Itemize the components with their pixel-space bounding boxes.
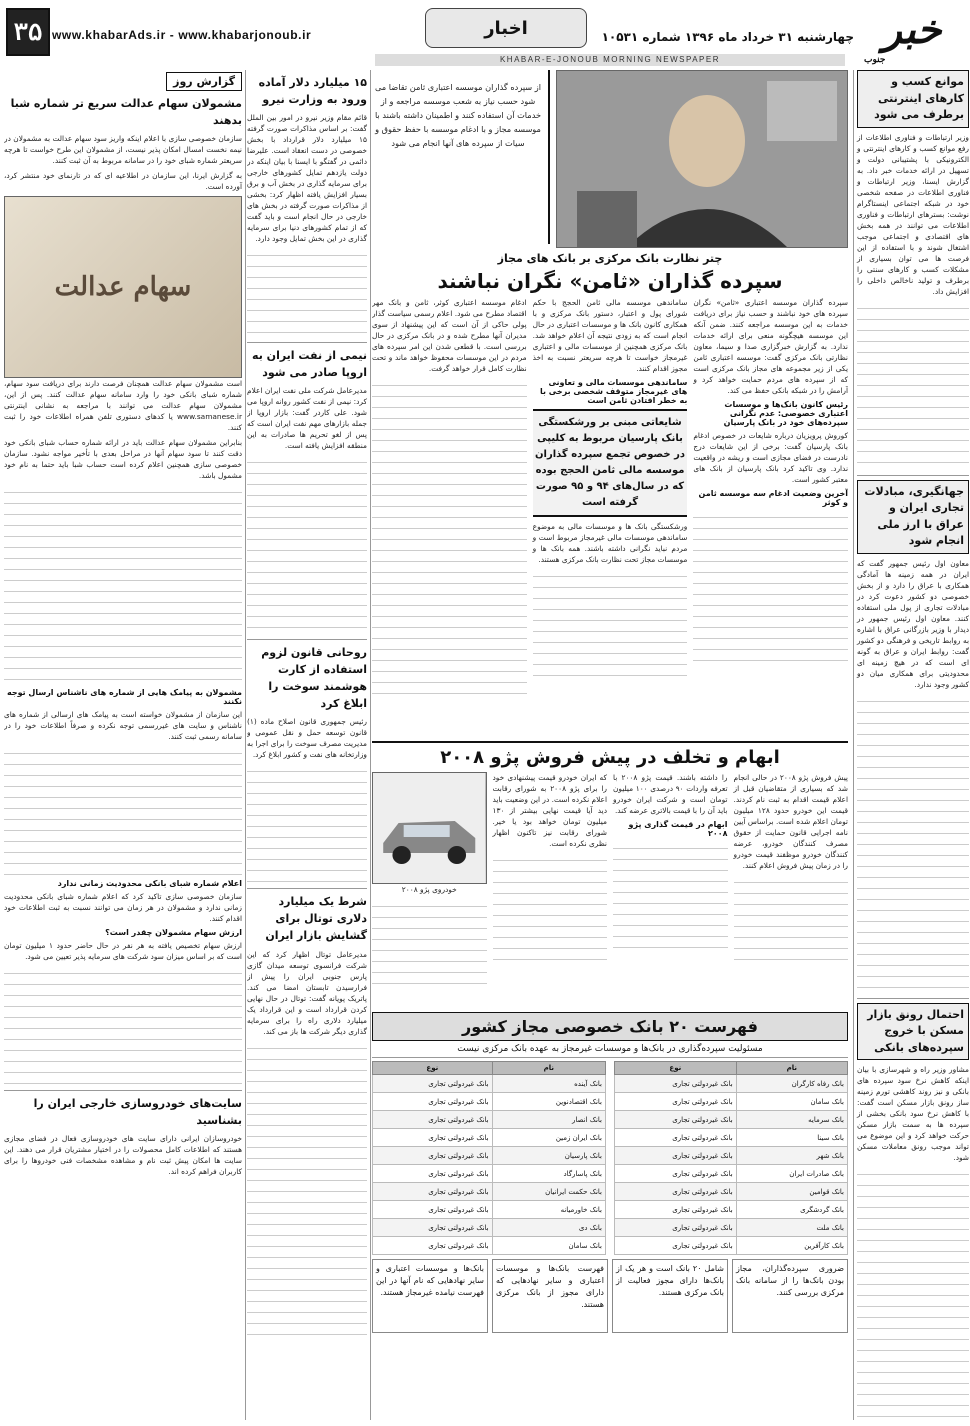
table-row <box>373 1201 606 1219</box>
car-photo <box>372 772 487 884</box>
page-number: ۳۵ <box>6 8 50 56</box>
shares-card-photo <box>4 196 242 378</box>
peugeot-col-1 <box>734 772 849 1012</box>
lead-col1b-text: کوروش پرویزیان درباره شایعات در خصوص ادغام بانک پارسیان گفت: برخی از این شایعات درج نادرست در فضای مجازی است و ریشه در واقعیت ندارد. وی تاکید کرد بانک پارسیان از بانک های معتبر کشور است. <box>693 431 848 484</box>
right-column <box>853 70 969 1420</box>
text-filler <box>613 841 728 951</box>
text-filler <box>4 966 242 1086</box>
table-row <box>373 1075 606 1093</box>
text-filler <box>533 569 688 679</box>
newspaper-logo <box>862 4 962 65</box>
bank-name-cell: بانک سرمایه <box>736 1111 847 1129</box>
logo-small: جنوب <box>864 55 886 65</box>
table-row <box>615 1219 848 1237</box>
bank-type-cell: بانک غیردولتی تجاری <box>373 1093 493 1111</box>
table-row <box>615 1237 848 1255</box>
bank-type-cell: بانک غیردولتی تجاری <box>615 1111 737 1129</box>
lead-caption: از سپرده گذاران موسسه اعتباری ثامن تقاضا می شود حسب نیاز به شعب موسسه مراجعه و از خدمات آن استفاده کنند و اطمینان داشته باشند با موسسه مجاز و با ادغام موسسه با حفظ حقوق و سیات از سپرده های آنها انجام می شود <box>372 70 550 244</box>
left-text-2: است مشمولان سهام عدالت همچنان فرصت دارند برای دریافت سود سهام، شماره شبای بانکی خود را وارد سامانه سهام عدالت کنند. پس از این، مشمولان سهام عدالت می توانند با مراجعه به نشانی اینترنتی www.samanese.ir یا کدهای دستوری تلفن همراه اطلاعات خود را ثبت کنند. <box>4 379 242 433</box>
bank-type-cell: بانک غیردولتی تجاری <box>615 1237 737 1255</box>
bank-name-cell: بانک آینده <box>492 1075 605 1093</box>
bank-name-cell: بانک قوامین <box>736 1183 847 1201</box>
bank-list-title: فهرست ۲۰ بانک خصوصی مجاز کشور <box>372 1012 848 1041</box>
text-filler <box>693 510 848 670</box>
bank-name-cell: بانک انصار <box>492 1111 605 1129</box>
table-row <box>615 1075 848 1093</box>
second-column <box>247 70 371 1420</box>
bank-type-cell: بانک غیردولتی تجاری <box>373 1111 493 1129</box>
c2-head-4: شرط یک میلیارد دلاری توتال برای گشایش بازار ایران <box>265 895 367 943</box>
bank-name-cell: بانک صادرات ایران <box>736 1165 847 1183</box>
peugeot-col-2 <box>613 772 728 1012</box>
peugeot-col-3 <box>493 772 608 1012</box>
table-row <box>373 1093 606 1111</box>
bank-name-cell: بانک گردشگری <box>736 1201 847 1219</box>
peugeot-col2-sub: ابهام در قیمت گذاری پژو ۲۰۰۸ <box>628 820 728 838</box>
divider <box>247 888 367 889</box>
table-row <box>615 1165 848 1183</box>
text-filler <box>372 378 527 698</box>
left-sub-2: اعلام شماره شبای بانکی محدودیت زمانی ندارد <box>57 879 242 889</box>
main-column <box>372 70 848 1420</box>
peugeot-col1-text: پیش فروش پژو ۲۰۰۸ در حالی انجام شد که بسیاری از متقاضیان قبل از اعلام قیمت اقدام به ثبت نام کردند. قیمت این خودرو حدود ۱۲۸ میلیون تومان اعلام شده است. براساس آیین نامه اجرایی قانون حمایت از حقوق مصرف کنندگان خودرو، عرضه کنندگان خودرو موظفند قیمت خودرو را در زمان پیش فروش اعلام کنند. <box>733 773 848 870</box>
bank-type-cell: بانک غیردولتی تجاری <box>615 1165 737 1183</box>
bank-type-cell: بانک غیردولتی تجاری <box>615 1093 737 1111</box>
divider <box>857 998 969 999</box>
bank-footnotes <box>372 1259 848 1333</box>
lead-photo <box>556 70 848 248</box>
table-row <box>373 1165 606 1183</box>
bank-name-cell: بانک ملت <box>736 1219 847 1237</box>
right-text-1-filler <box>857 301 969 471</box>
lead-col-1 <box>693 297 848 737</box>
lead-col1-text: سپرده گذاران موسسه اعتباری «ثامن» نگران سپرده های خود نباشند و حسب نیاز برای دریافت خدمات به این موسسه مراجعه کنند. ضمن آنکه این موسسه هیچگونه منعی برای ارائه خدمات ندارد. به گزارش خبرگزاری صدا و سیما، معاون نظارتی بانک مرکزی گفت: موسسه اعتباری ثامن یکی از زیر مجموعه های مجاز بانک مرکزی است که از سپرده های مردم حمایت خواهد کرد و آرامش را در شبکه بانکی حفظ می کند. <box>693 298 848 395</box>
bank-foot-2: شامل ۲۰ بانک است و هر یک از بانک‌ها دارای مجوز فعالیت از بانک مرکزی هستند. <box>612 1259 728 1333</box>
lead-col2-text: ساماندهی موسسه مالی ثامن الحجج با حکم شورای پول و اعتبار، دستور بانک مرکزی و با همکاری کانون بانک ها و موسسات اعتباری در حال انجام است که به زودی نتیجه آن اعلام خواهد شد. بانک مرکزی همچنین از موسسات مالی و اعتباری غیرمجاز خواست تا هرچه سریعتر نسبت به اخذ مجوز اقدام کنند. <box>532 298 688 373</box>
lead-col2b-text: ورشکستگی بانک ها و موسسات مالی به موضوع ساماندهی موسسات مالی غیرمجاز مربوط است و مردم نباید نگرانی داشته باشند. همه بانک ها و موسسات مجاز تحت نظارت بانک مرکزی هستند. <box>532 522 688 564</box>
table-row <box>615 1201 848 1219</box>
bank-type-cell: بانک غیردولتی تجاری <box>615 1147 737 1165</box>
right-text-3: مشاور وزیر راه و شهرسازی با بیان اینکه کاهش نرخ سود سپرده های بانکی و نیز روند کاهشی تورم زمینه ساز رونق بازار مسکن است گفت: با کاهش نرخ سود بانکی بخشی از سپرده ها به سمت بازار مسکن حرکت خواهد کرد و این موضوع می تواند موجب رونق معاملات مسکن شود. <box>857 1065 969 1162</box>
table-row <box>373 1237 606 1255</box>
bank-type-cell: بانک غیردولتی تجاری <box>373 1129 493 1147</box>
lead-col2-sub: ساماندهی موسسات مالی و تعاونی های غیرمجاز متوقف شخصی برخی با به خطر افتادن ثامن است <box>540 378 688 405</box>
c2-head-1: ۱۵ میلیارد دلار آماده ورود به وزارت نیرو <box>258 76 367 107</box>
car-caption: خودروی پژو ۲۰۰۸ <box>401 885 457 894</box>
left-column <box>4 70 246 1420</box>
left-head-2: سایت‌های خودروسازی خارجی ایران را بشناسید <box>33 1097 242 1128</box>
left-sub-1: مشمولان به پیامک هایی از شماره های ناشناس ارسال توجه نکنند <box>6 688 242 707</box>
bank-type-cell: بانک غیردولتی تجاری <box>615 1183 737 1201</box>
section-title: اخبار <box>425 8 587 48</box>
col-header-type: نوع <box>615 1062 737 1075</box>
website-urls[interactable]: www.khabarAds.ir - www.khabarjonoub.ir <box>52 28 312 42</box>
dateline: چهارشنبه ۳۱ خرداد ماه ۱۳۹۶ شماره ۱۰۵۳۱ <box>601 30 854 44</box>
bank-list-subtitle: مسئولیت سپرده‌گذاری در بانک‌ها و موسسات غیرمجاز به عهده بانک مرکزی نیست <box>372 1041 848 1058</box>
divider <box>372 741 848 743</box>
lead-col3-text: ادغام موسسه اعتباری کوثر، ثامن و بانک مهر اقتصاد مطرح می شود. اعلام رسمی سیاست گذار پولی حاکی از آن است که این پیشنهاد از سوی مدیران آنها مطرح شده و در بانک مرکزی در حال بررسی است. با قطعی شدن این امر سپرده های مردم در این موسسات محفوظ خواهد ماند و تحت نظارت کامل قرار خواهد گرفت. <box>372 298 527 373</box>
car-icon <box>373 773 486 883</box>
c2-text-4: مدیرعامل توتال اظهار کرد که این شرکت فرانسوی توسعه میدان گازی پارس جنوبی ایران را پیش از فرارسیدن تابستان امضا می کند. پاتریک پویانه گفت: توتال در حال نهایی کردن قرارداد است و این قرارداد یک میلیارد دلاری راه را برای سرمایه گذاری دیگر شرکت ها باز می کند. <box>247 949 367 1036</box>
bank-foot-4: بانک‌ها و موسسات اعتباری و سایر نهادهایی که نام آنها در این فهرست نیامده غیرمجاز هستند. <box>372 1259 488 1333</box>
peugeot-headline: ابهام و تخلف در پیش فروش پژو ۲۰۰۸ <box>440 747 780 768</box>
table-row <box>615 1111 848 1129</box>
table-row <box>615 1183 848 1201</box>
lead-col1-sub2: آخرین وضعیت ادغام سه موسسه ثامن و کوثر <box>698 489 848 507</box>
text-filler <box>247 455 367 635</box>
left-text-1: سازمان خصوصی سازی با اعلام اینکه واریز سود سهام عدالت به مشمولان در نیمه نخست امسال امکان پذیر نیست، از مشمولان این طرح خواست تا هرچه سریعتر شماره شبای خود را در سامانه مربوط به آن ثبت کنند. <box>4 134 242 166</box>
bank-type-cell: بانک غیردولتی تجاری <box>615 1075 737 1093</box>
left-text-1b: به گزارش ایرنا، این سازمان در اطلاعیه ای که در تارنمای خود منتشر کرد، آورده است. <box>4 171 242 192</box>
divider <box>4 1090 242 1091</box>
shares-card-text: سهام عدالت <box>54 272 192 303</box>
table-row <box>615 1147 848 1165</box>
table-row <box>615 1093 848 1111</box>
bank-name-cell: بانک پاسارگاد <box>492 1165 605 1183</box>
divider <box>857 475 969 476</box>
peugeot-col2-text: را داشته باشند. قیمت پژو ۲۰۰۸ با تعرفه واردات ۹۰ درصدی ۱۰۰ میلیون تومان است و شرکت ایران خودرو باید آن را با قیمت بالاتری عرضه کند. <box>613 773 728 815</box>
col-header-name: نام <box>492 1062 605 1075</box>
bank-type-cell: بانک غیردولتی تجاری <box>615 1129 737 1147</box>
table-row <box>373 1219 606 1237</box>
c2-text-1: قائم مقام وزیر نیرو در امور بین الملل گفت: بر اساس مذاکرات صورت گرفته ۱۵ میلیارد دلار قرارداد با بخش خصوصی در دست انعقاد است. علیرضا دائمی در گفتگو با ایسنا با بیان اینکه در دولت یازدهم تمایل کشورهای خارجی برای سرمایه گذاری در بخش آب و برق بسیار افزایش یافته اظهار کرد: بخشی از مذاکرات صورت گرفته در بخش های خارجی در حال انجام است و باید گفت که از تمام کشورهای دنیا برای سرمایه گذاری در این بخش تمایل وجود دارد. <box>247 113 367 244</box>
text-filler <box>247 764 367 884</box>
bank-name-cell: بانک سامان <box>736 1093 847 1111</box>
divider <box>247 342 367 343</box>
pull-quote: شایعاتی مبنی بر ورشکستگی بانک پارسیان مربوط به کلیپی در خصوص تجمع سپرده گذاران موسسه مالی ثامن الحجج بوده که در سال‌های ۹۴ و ۹۵ صورت گرفته است <box>533 409 688 517</box>
left-text-4: این سازمان از مشمولان خواسته است به پیامک های ارسالی از شماره های ناشناس و سایت های غیررسمی توجه نکرده و صرفاً اطلاعات خود را در سامانه رسمی ثبت کنند. <box>4 710 242 742</box>
bank-table-right <box>614 1061 848 1255</box>
peugeot-photo-col <box>372 772 487 1012</box>
c2-head-2: نیمی از نفت ایران به اروپا صادر می شود <box>252 349 367 380</box>
left-sub-3: ارزش سهام مشمولان چقدر است؟ <box>105 928 242 938</box>
right-text-1: وزیر ارتباطات و فناوری اطلاعات از رفع موانع کسب و کارهای اینترنتی و الکترونیکی با پشتیبانی دولت و تسهیل در ارائه خدمات خبر داد. به گزارش ایسنا، وزیر ارتباطات و فناوری اطلاعات در صفحه شخصی خود در شبکه اجتماعی اینستاگرام نوشت: بسترهای ارتباطات و فناوری اطلاعات می توانند در همه بخش های اقتصادی و اجتماعی موجب اشتغال شوند و با استفاده از این فرصت ها می توان بسیاری از مشکلات کسب و کارهای سنتی را برطرف و تولید ناخالص داخلی را افزایش داد. <box>857 132 969 296</box>
text-filler <box>4 746 242 876</box>
text-filler <box>734 875 849 965</box>
right-text-2-filler <box>857 694 969 994</box>
logo-main: خبر <box>882 6 942 53</box>
right-text-3-filler <box>857 1167 969 1420</box>
bank-name-cell: بانک حکمت ایرانیان <box>492 1183 605 1201</box>
bank-name-cell: بانک ایران زمین <box>492 1129 605 1147</box>
bank-foot-1: ضروری سپرده‌گذاران، مجاز بودن بانک‌ها را از سامانه بانک مرکزی بررسی کنند. <box>732 1259 848 1333</box>
bank-name-cell: بانک شهر <box>736 1147 847 1165</box>
c2-text-2: مدیرعامل شرکت ملی نفت ایران اعلام کرد: نیمی از نفت کشور روانه اروپا می شود. علی کاردر گفت: بازار اروپا از جمله بازارهای مهم نفت ایران است که پس از لغو تحریم ها صادرات به این منطقه افزایش یافته است. <box>247 386 367 451</box>
masthead <box>0 0 970 66</box>
bank-type-cell: بانک غیردولتی تجاری <box>373 1201 493 1219</box>
text-filler <box>247 1041 367 1341</box>
table-row <box>373 1111 606 1129</box>
bank-foot-3: فهرست بانک‌ها و موسسات اعتباری و سایر نهادهایی که دارای مجوز از بانک مرکزی هستند. <box>492 1259 608 1333</box>
right-head-2: جهانگیری، مبادلات تجاری ایران و عراق با ارز ملی انجام شود <box>857 480 969 554</box>
right-head-1: موانع کسب و کارهای اینترنتی برطرف می شود <box>857 70 969 128</box>
table-row <box>373 1147 606 1165</box>
c2-text-3: رئیس جمهوری قانون اصلاح ماده (۱) قانون توسعه حمل و نقل عمومی و مدیریت مصرف سوخت را برای اجرا به وزارتخانه های نفت و کشور ابلاغ کرد. <box>247 717 367 760</box>
right-head-3: احتمال رونق بازار مسکن با خروج سپرده‌های بانکی <box>857 1003 969 1061</box>
c2-head-3: روحانی قانون لزوم استفاده از کارت هوشمند سوخت را ابلاغ کرد <box>261 646 367 711</box>
bank-name-cell: بانک اقتصادنوین <box>492 1093 605 1111</box>
daily-report-badge: گزارش روز <box>166 72 242 91</box>
bank-name-cell: بانک پارسیان <box>492 1147 605 1165</box>
bank-type-cell: بانک غیردولتی تجاری <box>373 1183 493 1201</box>
bank-type-cell: بانک غیردولتی تجاری <box>615 1219 737 1237</box>
bank-name-cell: بانک خاورمیانه <box>492 1201 605 1219</box>
lead-col-2 <box>533 297 688 737</box>
peugeot-col3-text: که ایران خودرو قیمت پیشنهادی خود را برای پژو ۲۰۰۸ به شورای رقابت اعلام نکرده است. در این وضعیت باید دید آیا قیمت نهایی بیشتر از ۱۳۰ میلیون تومان خواهد بود یا خیر. شورای رقابت نیز تاکنون اظهار نظری نکرده است. <box>492 773 607 848</box>
left-text-7: خودروسازان ایرانی دارای سایت های خودروسازی فعال در فضای مجازی هستند که اطلاعات کامل محصولات را در اختیار مشتریان قرار می دهند. این سایت ها امکان پیش ثبت نام و مشاهده مشخصات فنی خودروها را برای کاربران فراهم کرده اند. <box>4 1134 242 1177</box>
bank-name-cell: بانک سینا <box>736 1129 847 1147</box>
bank-name-cell: بانک سامان <box>492 1237 605 1255</box>
english-strip: KHABAR-E-JONOUB MORNING NEWSPAPER <box>375 54 845 66</box>
lead-col-3 <box>372 297 527 737</box>
table-row <box>615 1129 848 1147</box>
lead-kicker: چتر نظارت بانک مرکزی بر بانک های مجاز <box>497 252 723 265</box>
bank-type-cell: بانک غیردولتی تجاری <box>373 1237 493 1255</box>
bank-type-cell: بانک غیردولتی تجاری <box>373 1165 493 1183</box>
col-header-type: نوع <box>373 1062 493 1075</box>
lead-headline: سپرده گذاران «ثامن» نگران نباشند <box>437 269 783 293</box>
divider <box>247 639 367 640</box>
table-row <box>373 1129 606 1147</box>
bank-name-cell: بانک رفاه کارگران <box>736 1075 847 1093</box>
right-text-2: معاون اول رئیس جمهور گفت که ایران در همه زمینه ها آمادگی همکاری با عراق را دارد و از بخش خصوصی دو کشور دعوت کرد در مبادلات تجاری از پول ملی استفاده کنند. معاون اول رئیس جمهور در دیدار با وزیر بازرگانی عراق با اشاره به روابط تاریخی و فرهنگی دو کشور گفت: روابط ایران و عراق به گونه ای است که در هیچ زمینه ای محدودیتی برای همکاری میان دو کشور وجود ندارد. <box>857 558 969 689</box>
left-text-6: ارزش سهام تخصیص یافته به هر نفر در حال حاضر حدود ۱ میلیون تومان است که بر اساس میزان سود شرکت های سرمایه پذیر تعیین می شود. <box>4 941 242 962</box>
text-filler <box>4 485 242 685</box>
text-filler <box>247 248 367 338</box>
col-header-name: نام <box>736 1062 847 1075</box>
text-filler <box>372 899 487 989</box>
table-row <box>373 1183 606 1201</box>
bank-name-cell: بانک کارآفرین <box>736 1237 847 1255</box>
left-text-5: سازمان خصوصی سازی تاکید کرد که اعلام شماره شبای بانکی محدودیت زمانی ندارد و مشمولان در هر زمان می توانند نسبت به ثبت اطلاعات خود اقدام کنند. <box>4 892 242 924</box>
bank-type-cell: بانک غیردولتی تجاری <box>615 1201 737 1219</box>
left-head-1: مشمولان سهام عدالت سریع تر شماره شبا بدهند <box>10 97 242 128</box>
left-text-3: بنابراین مشمولان سهام عدالت باید در ارائه شماره حساب شبای بانکی خود دقت کنند تا سود سهام آنها در مراحل بعدی با تأخیر مواجه نشود. سازمان خصوصی سازی همچنین اعلام کرده است حساب شبا باید حتما به نام خود مشمول باشد. <box>4 438 242 481</box>
lead-col1-sub: رئیس کانون بانک‌ها و موسسات اعتباری خصوصی: عدم نگرانی سپرده‌های خود در بانک پارسیان <box>723 400 848 427</box>
bank-type-cell: بانک غیردولتی تجاری <box>373 1147 493 1165</box>
text-filler <box>493 853 608 963</box>
bank-type-cell: بانک غیردولتی تجاری <box>373 1219 493 1237</box>
portrait-icon <box>557 71 847 247</box>
bank-name-cell: بانک دی <box>492 1219 605 1237</box>
bank-table-left <box>372 1061 606 1255</box>
bank-type-cell: بانک غیردولتی تجاری <box>373 1075 493 1093</box>
